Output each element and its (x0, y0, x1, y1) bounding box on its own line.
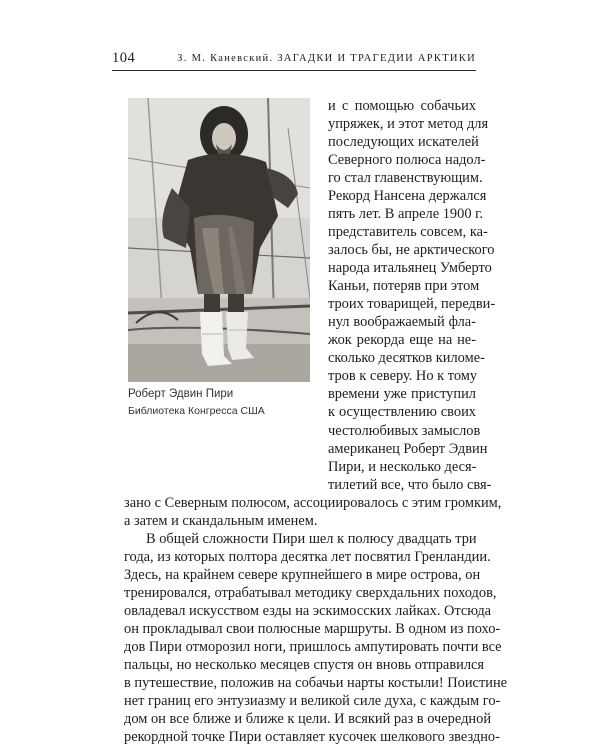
text-line: честолюбивых замыслов (328, 423, 481, 439)
text-line: зано с Северным полюсом, ассоциировалось с этим громким, (124, 495, 502, 511)
text-line: последующих искателей (328, 134, 479, 150)
text-line: тилетий все, что было свя- (328, 477, 492, 493)
page-number: 104 (112, 50, 136, 66)
text-line: жок рекорда еще на не- (328, 332, 476, 348)
text-line: рекордной точке Пири оставляет кусочек шелкового звездно- (124, 729, 500, 745)
text-line: Пири, и несколько деся- (328, 459, 477, 475)
text-line: года, из которых полтора десятка лет посвятил Гренландии. (124, 549, 491, 565)
text-line: упряжек, и этот метод для (328, 116, 489, 132)
text-line: пальцы, но несколько месяцев спустя он вновь отправился (124, 657, 485, 673)
text-line: к осуществлению своих (328, 404, 476, 420)
caption-credit: Библиотека Конгресса США (128, 405, 265, 417)
text-line: времени уже приступил (328, 386, 476, 402)
photo-robert-peary (128, 98, 310, 382)
text-line: овладевал искусством езды на эскимосских лайках. Отсюда (124, 603, 492, 619)
text-line: американец Роберт Эдвин (328, 441, 488, 457)
caption-name: Роберт Эдвин Пири (128, 388, 234, 400)
text-line: Северного полюса надол- (328, 152, 486, 168)
text-line: дов Пири отморозил ноги, пришлось ампутировать почти все (124, 639, 502, 655)
text-line: в путешествие, положив на собачьи нарты костыли! Поистине (124, 675, 508, 691)
header-rule (112, 70, 476, 71)
text-line: и с помощью собачьих (328, 98, 476, 114)
text-line: Здесь, на крайнем севере крупнейшего в мире острова, он (124, 567, 481, 583)
text-line: Каньи, потеряв при этом (328, 278, 480, 294)
text-line: нет границ его энтузиазму и великой силе духа, с каждым го- (124, 693, 501, 709)
paragraph-start: В общей сложности Пири шел к полюсу двадцать три (146, 531, 477, 547)
text-line: сколько десятков киломе- (328, 350, 485, 366)
text-line: представитель совсем, ка- (328, 224, 488, 240)
text-line: нул воображаемый фла- (328, 314, 476, 330)
text-line: пять лет. В апреле 1900 г. (328, 206, 484, 222)
text-line: народа итальянец Умберто (328, 260, 492, 276)
text-line: Рекорд Нансена держался (328, 188, 487, 204)
text-line: он прокладывал свои полюсные маршруты. В одном из похо- (124, 621, 501, 637)
running-head: З. М. Каневский. ЗАГАДКИ И ТРАГЕДИИ АРКТИКИ (177, 53, 476, 64)
text-line: тров к северу. Но к тому (328, 368, 478, 384)
text-line: троих товарищей, передви- (328, 296, 496, 312)
text-line: тренировался, отрабатывал методику сверхдальних походов, (124, 585, 497, 601)
text-line: а затем и скандальным именем. (124, 513, 318, 529)
text-line: залось бы, не арктического (328, 242, 495, 258)
text-line: дом он все ближе и ближе к цели. И всякий раз в очередной (124, 711, 492, 727)
text-line: го стал главенствующим. (328, 170, 483, 186)
